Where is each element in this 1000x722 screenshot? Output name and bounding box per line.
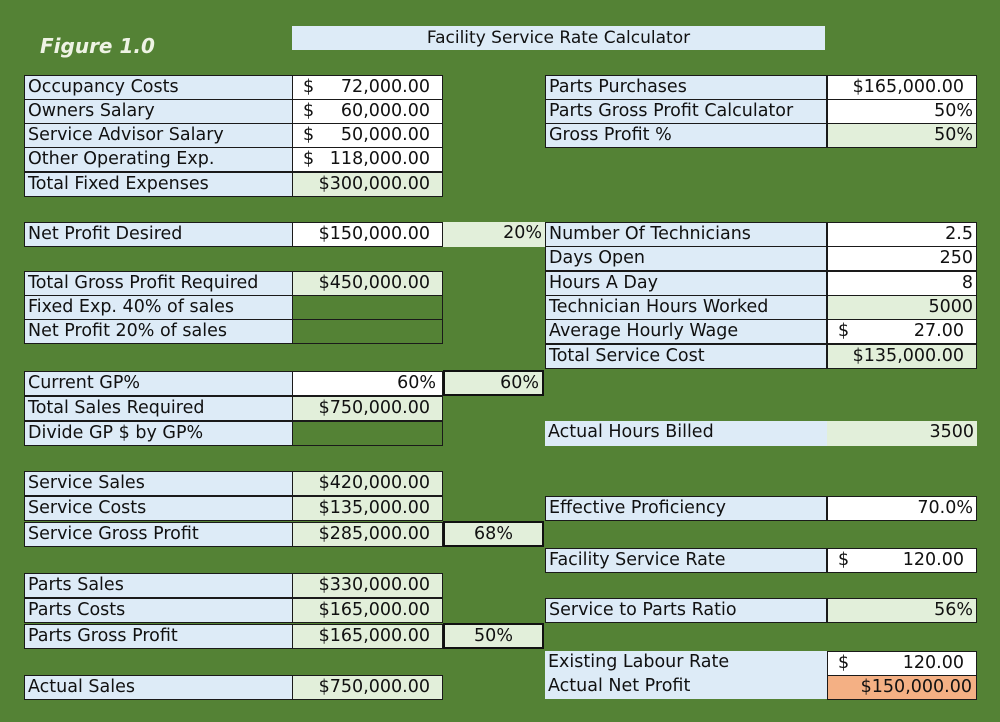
service-gross-profit-label: Service Gross Profit	[24, 522, 293, 547]
parts-sales-value: $330,000.00	[292, 573, 443, 598]
parts-gross-profit-label: Parts Gross Profit	[24, 624, 293, 649]
amount: 27.00	[913, 321, 964, 341]
days-open-label: Days Open	[545, 246, 827, 271]
service-to-parts-ratio-label: Service to Parts Ratio	[545, 598, 827, 623]
service-gross-profit-value: $285,000.00	[292, 522, 443, 547]
gross-profit-pct-value: 50%	[827, 123, 977, 148]
existing-labour-rate-input[interactable]	[827, 651, 977, 676]
current-gp-label: Current GP%	[24, 371, 293, 396]
effective-proficiency-label: Effective Proficiency	[545, 496, 827, 521]
gross-profit-pct-label: Gross Profit %	[545, 123, 827, 148]
currency-symbol: $	[303, 149, 315, 169]
net-profit-desired-pct: 20%	[443, 222, 545, 247]
divide-gp-value	[292, 421, 443, 446]
actual-sales-value: $750,000.00	[292, 675, 443, 700]
total-service-cost-label: Total Service Cost	[545, 344, 827, 369]
average-hourly-wage-label: Average Hourly Wage	[545, 319, 827, 344]
amount: 118,000.00	[329, 149, 430, 169]
parts-costs-value: $165,000.00	[292, 598, 443, 623]
number-of-technicians-input[interactable]: 2.5	[827, 222, 977, 247]
number-of-technicians-label: Number Of Technicians	[545, 222, 827, 247]
service-advisor-salary-input[interactable]	[292, 123, 443, 148]
effective-proficiency-value: 70.0%	[827, 496, 977, 521]
net-profit-pct-value	[292, 319, 443, 344]
amount: 72,000.00	[340, 77, 430, 97]
parts-purchases-label: Parts Purchases	[545, 75, 827, 100]
average-hourly-wage-input[interactable]	[827, 319, 977, 344]
facility-service-rate-value	[827, 548, 977, 573]
amount: 50,000.00	[340, 125, 430, 145]
actual-net-profit-label: Actual Net Profit	[548, 676, 691, 696]
occupancy-costs-label: Occupancy Costs	[24, 75, 293, 100]
currency-symbol: $	[303, 101, 315, 121]
service-costs-label: Service Costs	[24, 496, 293, 521]
hours-a-day-input[interactable]: 8	[827, 271, 977, 296]
other-operating-exp-input[interactable]	[292, 147, 443, 172]
fixed-exp-pct-value	[292, 295, 443, 320]
net-profit-desired-label: Net Profit Desired	[24, 222, 293, 247]
currency-symbol: $	[838, 550, 850, 570]
service-costs-value: $135,000.00	[292, 496, 443, 521]
technician-hours-worked-label: Technician Hours Worked	[545, 295, 827, 320]
current-gp-pct: 60%	[443, 370, 544, 396]
parts-gross-profit-pct: 50%	[443, 623, 544, 649]
days-open-input[interactable]: 250	[827, 246, 977, 271]
amount: 60,000.00	[340, 101, 430, 121]
parts-costs-label: Parts Costs	[24, 598, 293, 623]
currency-symbol: $	[303, 77, 315, 97]
divide-gp-label: Divide GP $ by GP%	[24, 421, 293, 446]
occupancy-costs-input[interactable]	[292, 75, 443, 100]
net-profit-pct-label: Net Profit 20% of sales	[24, 319, 293, 344]
parts-gp-calculator-label: Parts Gross Profit Calculator	[545, 99, 827, 124]
service-to-parts-ratio-value: 56%	[827, 598, 977, 623]
labour-net-profit-labels	[545, 651, 827, 699]
amount: 120.00	[902, 653, 964, 673]
parts-purchases-input[interactable]: $165,000.00	[827, 75, 977, 100]
total-gross-profit-required-label: Total Gross Profit Required	[24, 271, 293, 296]
actual-sales-label: Actual Sales	[24, 675, 293, 700]
service-sales-label: Service Sales	[24, 471, 293, 496]
actual-hours-billed-label: Actual Hours Billed	[545, 421, 827, 446]
hours-a-day-label: Hours A Day	[545, 271, 827, 296]
facility-service-rate-label: Facility Service Rate	[545, 548, 827, 573]
page-title: Facility Service Rate Calculator	[292, 26, 825, 50]
total-service-cost-value: $135,000.00	[827, 344, 977, 369]
technician-hours-worked-value: 5000	[827, 295, 977, 320]
owners-salary-label: Owners Salary	[24, 99, 293, 124]
currency-symbol: $	[303, 125, 315, 145]
total-sales-required-value: $750,000.00	[292, 396, 443, 421]
parts-gross-profit-value: $165,000.00	[292, 624, 443, 649]
service-advisor-salary-label: Service Advisor Salary	[24, 123, 293, 148]
parts-sales-label: Parts Sales	[24, 573, 293, 598]
net-profit-desired-input[interactable]: $150,000.00	[292, 222, 443, 247]
amount: 120.00	[902, 550, 964, 570]
currency-symbol: $	[838, 653, 850, 673]
existing-labour-rate-label: Existing Labour Rate	[548, 652, 730, 672]
actual-hours-billed-input[interactable]: 3500	[827, 421, 977, 446]
owners-salary-input[interactable]	[292, 99, 443, 124]
total-gross-profit-required-value: $450,000.00	[292, 271, 443, 296]
parts-gp-calculator-input[interactable]: 50%	[827, 99, 977, 124]
service-gross-profit-pct: 68%	[443, 521, 544, 547]
service-sales-value: $420,000.00	[292, 471, 443, 496]
total-fixed-expenses-value: $300,000.00	[292, 172, 443, 197]
other-operating-exp-label: Other Operating Exp.	[24, 147, 293, 172]
total-sales-required-label: Total Sales Required	[24, 396, 293, 421]
actual-net-profit-value: $150,000.00	[827, 675, 977, 700]
currency-symbol: $	[838, 321, 850, 341]
current-gp-input[interactable]: 60%	[292, 371, 443, 396]
total-fixed-expenses-label: Total Fixed Expenses	[24, 172, 293, 197]
figure-label: Figure 1.0	[40, 34, 155, 58]
fixed-exp-pct-label: Fixed Exp. 40% of sales	[24, 295, 293, 320]
